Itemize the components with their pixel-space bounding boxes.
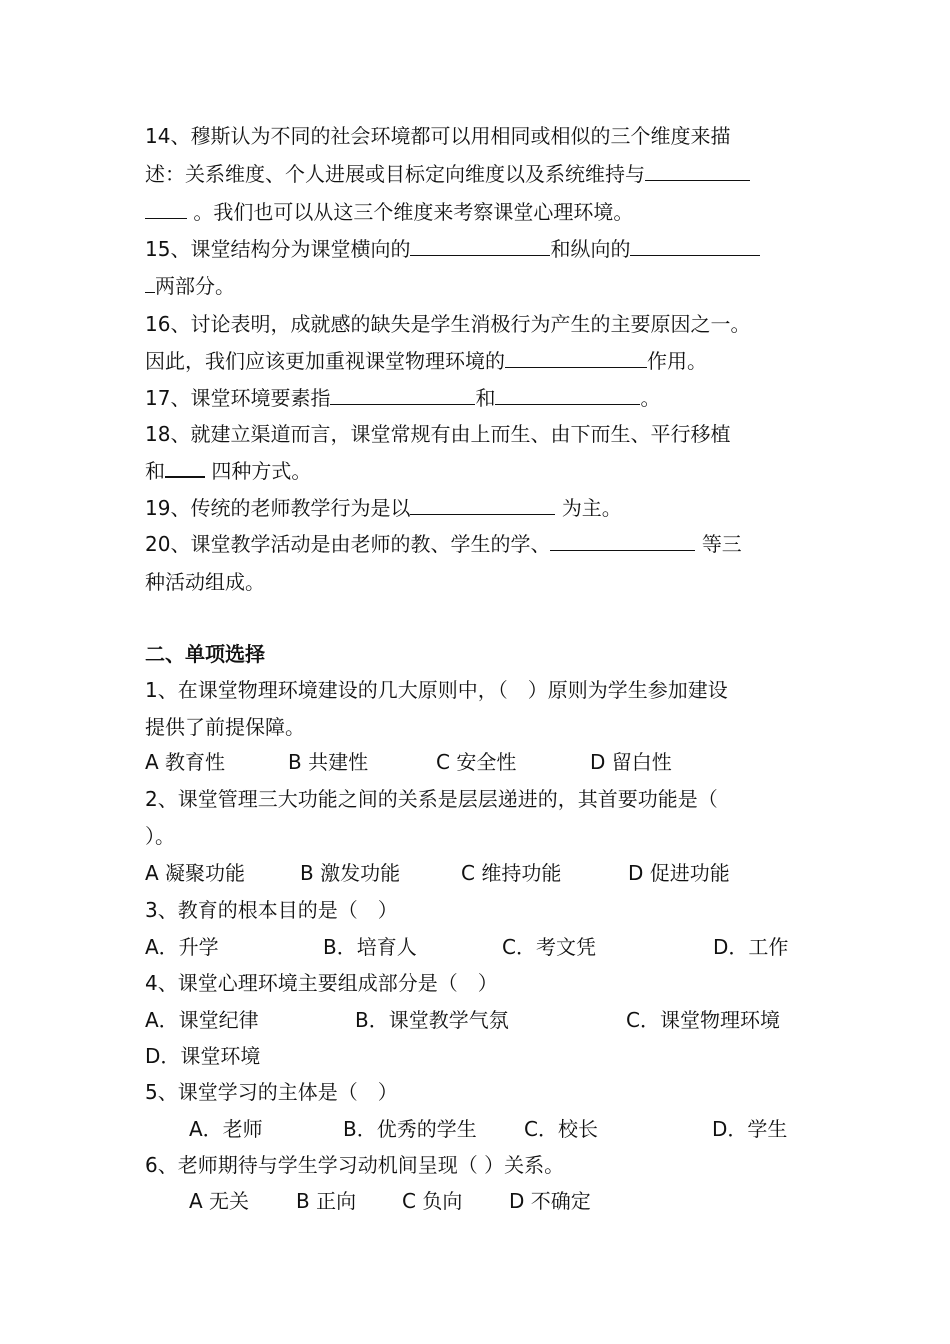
mc-q3-option-a[interactable]: A．升学 [145,935,219,959]
mc-q4-line [145,965,498,1001]
q16-blank[interactable] [505,345,647,368]
q17-text-c: 。 [640,386,661,410]
mc-q2-line-1 [145,781,718,817]
mc-q2-option-d[interactable]: D 促进功能 [628,861,730,885]
q18-line-2 [145,453,311,489]
mc-q3-options [145,929,825,965]
q20-line-1 [145,526,742,562]
mc-q5-text: 5、课堂学习的主体是（ ） [145,1080,398,1104]
mc-q3-option-d[interactable]: D．工作 [713,935,789,959]
mc-q4-option-a[interactable]: A．课堂纪律 [145,1008,259,1032]
mc-q2-text-2: ）。 [145,824,175,848]
mc-q1-option-c[interactable]: C 安全性 [436,750,517,774]
q16-text-1: 16、讨论表明，成就感的缺失是学生消极行为产生的主要原因之一。 [145,312,751,336]
mc-q6-option-c[interactable]: C 负向 [402,1189,463,1213]
q15-line-2 [145,268,235,304]
q14-blank-a[interactable] [645,158,750,181]
mc-q5-option-b[interactable]: B．优秀的学生 [343,1117,477,1141]
q18-line-1 [145,416,730,452]
q16-text-2a: 因此，我们应该更加重视课堂物理环境的 [145,349,505,373]
mc-q1-text-1: 1、在课堂物理环境建设的几大原则中，（ ）原则为学生参加建设 [145,678,728,702]
mc-q1-option-d[interactable]: D 留白性 [590,750,672,774]
mc-q4-text: 4、课堂心理环境主要组成部分是（ ） [145,971,498,995]
mc-q4-option-b[interactable]: B．课堂教学气氛 [355,1008,509,1032]
q19-blank[interactable] [410,492,555,515]
mc-q4-options-2 [145,1038,260,1074]
mc-q3-option-c[interactable]: C．考文凭 [502,935,596,959]
mc-q3-option-b[interactable]: B．培育人 [323,935,417,959]
q14-text-1: 14、穆斯认为不同的社会环境都可以用相同或相似的三个维度来描 [145,124,731,148]
q20-blank[interactable] [550,528,695,551]
q17-line [145,380,660,416]
mc-q1-line-2 [145,709,305,745]
q17-text-b: 和 [475,386,496,410]
q15-text-2: 两部分。 [155,274,235,298]
q15-blank-b[interactable] [630,233,760,256]
q15-text-1a: 15、课堂结构分为课堂横向的 [145,237,411,261]
q15-text-1b: 和纵向的 [550,237,631,261]
q16-line-2 [145,343,707,379]
mc-q1-line-1 [145,672,728,708]
q16-text-2b: 作用。 [647,349,707,373]
q19-text-a: 19、传统的老师教学行为是以 [145,496,411,520]
q18-blank[interactable] [165,454,205,478]
mc-q5-option-a[interactable]: A．老师 [189,1117,263,1141]
q18-text-2b: 四种方式。 [211,459,312,483]
mc-q5-option-c[interactable]: C．校长 [524,1117,598,1141]
mc-q1-options [145,744,825,780]
mc-q1-option-b[interactable]: B 共建性 [288,750,369,774]
q20-text-1b: 等三 [701,532,742,556]
q14-line-1 [145,118,730,154]
mc-q2-line-2 [145,818,175,854]
q14-text-2: 述：关系维度、个人进展或目标定向维度以及系统维持与 [145,162,645,186]
q15-line-1 [145,231,760,267]
mc-q1-text-2: 提供了前提保障。 [145,715,305,739]
q18-text-1: 18、就建立渠道而言，课堂常规有由上而生、由下而生、平行移植 [145,422,731,446]
q16-line-1 [145,306,750,342]
q15-blank-b-cont[interactable] [145,270,155,293]
q17-text-a: 17、课堂环境要素指 [145,386,331,410]
mc-q5-option-d[interactable]: D．学生 [712,1117,788,1141]
q17-blank-b[interactable] [495,382,640,405]
q14-line-2 [145,156,750,192]
q20-line-2 [145,564,265,600]
mc-q2-option-c[interactable]: C 维持功能 [461,861,562,885]
q19-line [145,490,622,526]
mc-q6-text: 6、老师期待与学生学习动机间呈现（ ）关系。 [145,1153,565,1177]
mc-q5-line [145,1074,398,1110]
section-heading-text: 二、单项选择 [145,642,265,666]
section-heading [145,636,265,672]
q20-text-2: 种活动组成。 [145,570,265,594]
mc-q2-option-b[interactable]: B 激发功能 [300,861,401,885]
mc-q5-options [145,1111,825,1147]
mc-q3-text: 3、教育的根本目的是（ ） [145,898,398,922]
mc-q6-options [145,1183,825,1219]
q15-blank-a[interactable] [410,233,550,256]
q19-text-b: 为主。 [561,496,622,520]
mc-q4-option-d[interactable]: D．课堂环境 [145,1044,261,1068]
q14-line-3 [145,194,633,230]
q14-blank-b[interactable] [145,196,187,219]
q14-text-3: 。我们也可以从这三个维度来考察课堂心理环境。 [193,200,634,224]
mc-q4-option-c[interactable]: C．课堂物理环境 [626,1008,780,1032]
mc-q6-line [145,1147,564,1183]
mc-q6-option-b[interactable]: B 正向 [296,1189,357,1213]
q17-blank-a[interactable] [330,382,475,405]
mc-q2-options [145,855,825,891]
mc-q4-options [145,1002,825,1038]
mc-q2-text-1: 2、课堂管理三大功能之间的关系是层层递进的，其首要功能是（ [145,787,718,811]
mc-q3-line [145,892,398,928]
mc-q6-option-d[interactable]: D 不确定 [509,1189,591,1213]
mc-q6-option-a[interactable]: A 无关 [189,1189,250,1213]
mc-q1-option-a[interactable]: A 教育性 [145,750,226,774]
q20-text-1a: 20、课堂教学活动是由老师的教、学生的学、 [145,532,551,556]
mc-q2-option-a[interactable]: A 凝聚功能 [145,861,246,885]
q18-text-2a: 和 [145,459,165,483]
